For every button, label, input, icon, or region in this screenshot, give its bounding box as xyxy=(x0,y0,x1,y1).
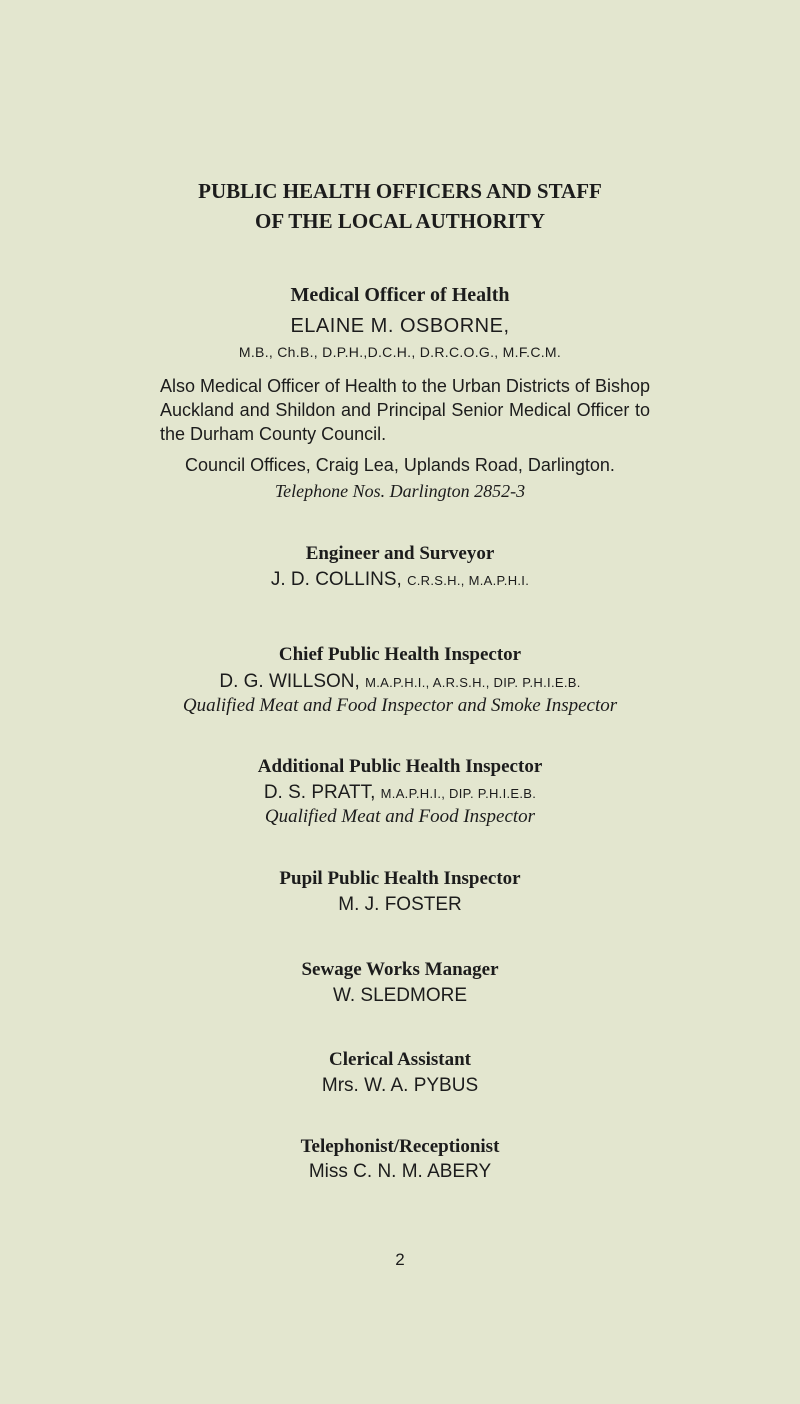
chief-phi-note: Qualified Meat and Food Inspector and Smoke Inspector xyxy=(182,695,618,716)
pupil-phi-title: Pupil Public Health Inspector xyxy=(279,868,521,889)
chief-phi-qualifications: M.A.P.H.I., A.R.S.H., DIP. P.H.I.E.B. xyxy=(365,675,581,690)
moh-description: Also Medical Officer of Health to the Urban Districts of Bishop Auckland and Shildon and Principal Senior Medical Officer to the Durham County Council. xyxy=(160,376,650,444)
engineer-qualifications: C.R.S.H., M.A.P.H.I. xyxy=(407,573,530,588)
header-line-2: OF THE LOCAL AUTHORITY xyxy=(255,209,545,233)
chief-phi-name: D. G. WILLSON, xyxy=(219,671,360,692)
moh-title: Medical Officer of Health xyxy=(290,284,510,306)
moh-qualifications: M.B., Ch.B., D.P.H.,D.C.H., D.R.C.O.G., M.F.C.M. xyxy=(238,344,562,360)
additional-phi-title: Additional Public Health Inspector xyxy=(257,756,543,777)
engineer-name: J. D. COLLINS, xyxy=(270,569,402,590)
page-header xyxy=(0,176,800,236)
engineer-entry xyxy=(0,569,800,591)
clerical-assistant-title: Clerical Assistant xyxy=(329,1049,471,1070)
additional-phi-note: Qualified Meat and Food Inspector xyxy=(264,806,536,827)
chief-phi-entry xyxy=(0,671,800,693)
pupil-phi-name: M. J. FOSTER xyxy=(338,894,462,915)
moh-name: ELAINE M. OSBORNE, xyxy=(290,315,510,337)
moh-address: Council Offices, Craig Lea, Uplands Road, Darlington. xyxy=(185,455,615,475)
additional-phi-entry xyxy=(0,782,800,804)
telephonist-title: Telephonist/Receptionist xyxy=(300,1136,500,1157)
additional-phi-qualifications: M.A.P.H.I., DIP. P.H.I.E.B. xyxy=(380,786,537,801)
clerical-assistant-name: Mrs. W. A. PYBUS xyxy=(321,1075,479,1096)
chief-phi-title: Chief Public Health Inspector xyxy=(278,644,522,665)
sewage-manager-name: W. SLEDMORE xyxy=(332,985,468,1006)
moh-telephone: Telephone Nos. Darlington 2852-3 xyxy=(274,481,526,501)
additional-phi-name: D. S. PRATT, xyxy=(263,782,376,803)
page-number: 2 xyxy=(395,1250,405,1269)
telephonist-name: Miss C. N. M. ABERY xyxy=(308,1161,492,1182)
engineer-title: Engineer and Surveyor xyxy=(305,543,495,564)
header-line-1: PUBLIC HEALTH OFFICERS AND STAFF xyxy=(198,179,602,203)
sewage-manager-title: Sewage Works Manager xyxy=(301,959,499,980)
